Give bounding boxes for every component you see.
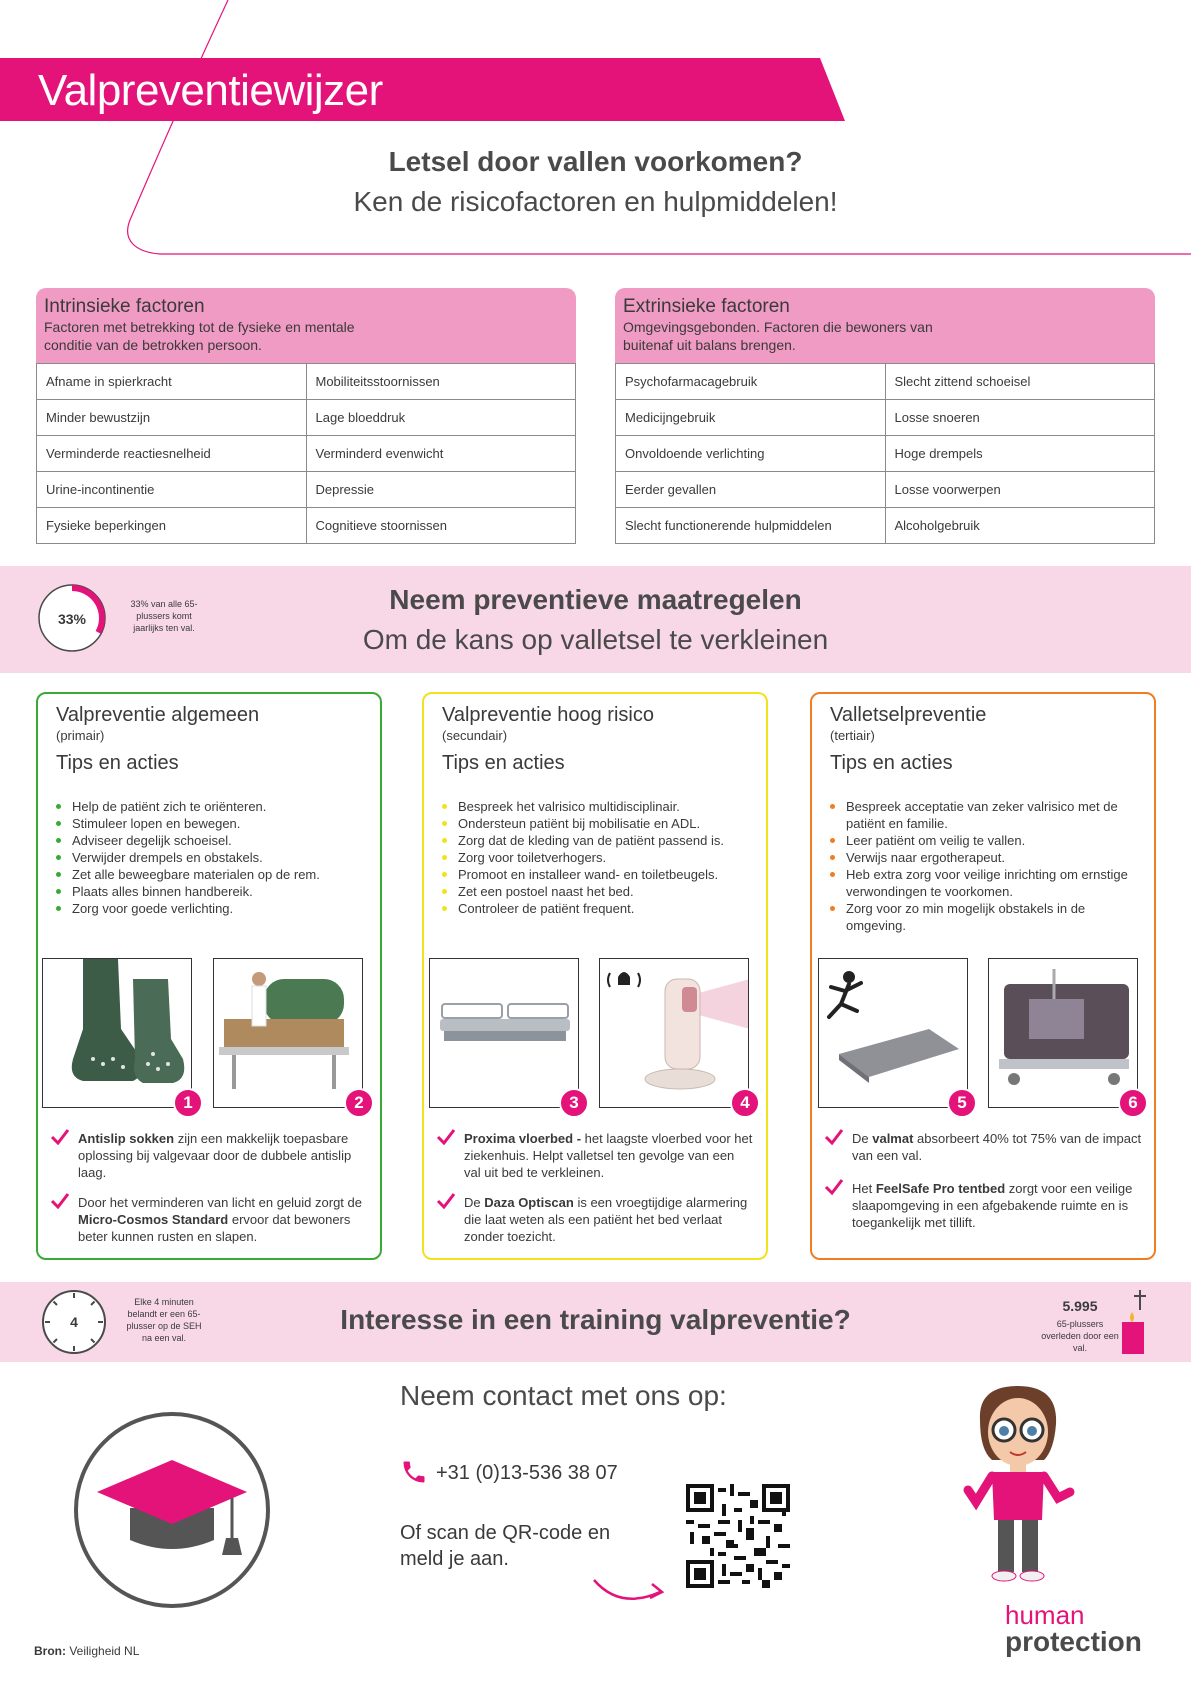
checkmark-icon [50, 1127, 70, 1147]
note-text: De [464, 1195, 485, 1210]
list-item: Bespreek acceptatie van zeker valrisico met de patiënt en familie. [828, 798, 1148, 832]
table-cell: Losse snoeren [885, 400, 1155, 436]
table-cell: Lage bloeddruk [306, 400, 576, 436]
note-text: zijn een makkelijk toepasbare oplossing bij valgevaar door de dubbele antislip laag. [78, 1131, 352, 1180]
intrinsic-header [36, 288, 576, 363]
list-item: Leer patiënt om veilig te vallen. [828, 832, 1148, 849]
list-item: Zet een postoel naast het bed. [440, 883, 760, 900]
percent-stat-text: 33% van alle 65-plussers komt jaarlijks ten val. [130, 599, 198, 633]
anti-slip-socks-image [42, 958, 192, 1108]
phone-icon [400, 1458, 428, 1486]
number-badge: 6 [1118, 1088, 1148, 1118]
list-item: Heb extra zorg voor veilige inrichting om ernstige verwondingen te voorkomen. [828, 866, 1148, 900]
table-cell: Afname in spierkracht [37, 364, 307, 400]
logo-text-human: human [1005, 1600, 1085, 1630]
decorative-line [0, 0, 1191, 270]
note-text: het laagste vloerbed voor het ziekenhuis. Helpt valletsel ten gevolge van een val uit bed te verkleinen. [464, 1131, 753, 1180]
table-cell: Fysieke beperkingen [37, 508, 307, 544]
prevention-subtitle: Om de kans op valletsel te verkleinen [362, 624, 829, 655]
note-text: Het [852, 1181, 876, 1196]
number-badge: 4 [730, 1088, 760, 1118]
table-cell: Minder bewustzijn [37, 400, 307, 436]
column-subtitle: (secundair) [442, 728, 508, 743]
list-item: Verwijs naar ergotherapeut. [828, 849, 1148, 866]
table-row [37, 472, 576, 508]
checkmark-icon [824, 1177, 844, 1197]
tips-title: Tips en acties [830, 752, 953, 774]
checkmark-icon [50, 1191, 70, 1211]
note-text: zorgt voor een veilige slaapomgeving in een afgebakende ruimte en is toegankelijk met tillift. [852, 1181, 1133, 1230]
scan-text: Of scan de QR-code en meld je aan. [400, 1522, 611, 1570]
source-label: Bron: [34, 1644, 66, 1658]
tips-list [440, 798, 760, 917]
list-item: Zorg voor zo min mogelijk obstakels in de omgeving. [828, 900, 1148, 934]
table-row [616, 508, 1155, 544]
source-value: Veiligheid NL [66, 1644, 140, 1658]
product-note [464, 1194, 754, 1245]
product-note [464, 1130, 754, 1181]
intrinsic-description: Factoren met betrekking tot de fysieke en mentale conditie van de betrokken persoon. [44, 319, 355, 353]
list-item: Ondersteun patiënt bij mobilisatie en ADL. [440, 815, 760, 832]
contact-title: Neem contact met ons op: [400, 1380, 727, 1411]
headline: Letsel door vallen voorkomen? [388, 146, 803, 177]
list-item: Bespreek het valrisico multidisciplinair. [440, 798, 760, 815]
table-cell: Depressie [306, 472, 576, 508]
table-cell: Hoge drempels [885, 436, 1155, 472]
tips-title: Tips en acties [56, 752, 179, 774]
tent-bed-image [988, 958, 1138, 1108]
extrinsic-header [615, 288, 1155, 363]
intrinsic-factors-table [36, 288, 576, 544]
mascot-image [958, 1380, 1078, 1590]
product-name: valmat [872, 1131, 914, 1146]
graduation-cap-icon [72, 1410, 272, 1610]
column-title: Valpreventie algemeen [56, 704, 260, 726]
table-row [37, 364, 576, 400]
list-item: Adviseer degelijk schoeisel. [54, 832, 374, 849]
list-item: Zet alle beweegbare materialen op de rem. [54, 866, 374, 883]
source-note [34, 1644, 139, 1658]
list-item: Zorg voor toiletverhogers. [440, 849, 760, 866]
table-row [616, 400, 1155, 436]
table-cell: Cognitieve stoornissen [306, 508, 576, 544]
product-note [78, 1130, 368, 1181]
table-cell: Psychofarmacagebruik [616, 364, 886, 400]
micro-cosmos-bed-image [213, 958, 363, 1108]
checkmark-icon [824, 1127, 844, 1147]
table-cell: Slecht zittend schoeisel [885, 364, 1155, 400]
percent-ring-label: 33% [57, 611, 87, 627]
prevention-title: Neem preventieve maatregelen [389, 584, 802, 615]
note-text: ervoor dat bewoners beter kunnen rusten en slapen. [78, 1212, 351, 1244]
table-cell: Verminderd evenwicht [306, 436, 576, 472]
clock-label: 4 [70, 1314, 78, 1330]
column-high-risk [422, 692, 768, 1260]
page-title: Valpreventiewijzer [38, 66, 383, 115]
product-name: Micro-Cosmos Standard [78, 1212, 229, 1227]
list-item: Controleer de patiënt frequent. [440, 900, 760, 917]
product-note [852, 1180, 1142, 1231]
table-cell: Urine-incontinentie [37, 472, 307, 508]
table-row [37, 508, 576, 544]
table-row [37, 400, 576, 436]
extrinsic-factors-table [615, 288, 1155, 544]
table-row [616, 436, 1155, 472]
phone-number[interactable]: +31 (0)13-536 38 07 [436, 1462, 618, 1484]
deaths-text: 65-plussers overleden door een val. [1041, 1319, 1119, 1353]
note-text: De [852, 1131, 873, 1146]
subheadline: Ken de risicofactoren en hulpmiddelen! [353, 186, 838, 217]
table-row [616, 472, 1155, 508]
note-text: absorbeert 40% tot 75% van de impact van een val. [852, 1131, 1142, 1163]
note-text: Door het verminderen van licht en geluid zorgt de [78, 1195, 362, 1210]
product-name: Daza Optiscan [484, 1195, 574, 1210]
product-name: Antislip sokken [78, 1131, 175, 1146]
column-general [36, 692, 382, 1260]
product-note [78, 1194, 368, 1245]
list-item: Promoot en installeer wand- en toiletbeugels. [440, 866, 760, 883]
extrinsic-title: Extrinsieke factoren [623, 296, 790, 317]
extrinsic-table [615, 363, 1155, 544]
number-badge: 3 [559, 1088, 589, 1118]
table-cell: Onvoldoende verlichting [616, 436, 886, 472]
candle-icon [1118, 1288, 1154, 1356]
table-row [616, 364, 1155, 400]
table-cell: Verminderde reactiesnelheid [37, 436, 307, 472]
table-row [37, 436, 576, 472]
logo-text-protection: protection [1005, 1626, 1142, 1657]
number-badge: 2 [344, 1088, 374, 1118]
tips-list [54, 798, 374, 917]
checkmark-icon [436, 1127, 456, 1147]
table-cell: Slecht functionerende hulpmiddelen [616, 508, 886, 544]
low-bed-image [429, 958, 579, 1108]
tips-list [828, 798, 1148, 934]
intrinsic-title: Intrinsieke factoren [44, 296, 205, 317]
qr-code[interactable] [686, 1484, 790, 1588]
intrinsic-table [36, 363, 576, 544]
number-badge: 1 [173, 1088, 203, 1118]
deaths-number: 5.995 [1062, 1298, 1098, 1314]
column-title: Valpreventie hoog risico [442, 704, 654, 726]
tips-title: Tips en acties [442, 752, 565, 774]
list-item: Verwijder drempels en obstakels. [54, 849, 374, 866]
list-item: Zorg voor goede verlichting. [54, 900, 374, 917]
table-cell: Losse voorwerpen [885, 472, 1155, 508]
note-text: is een vroegtijdige alarmering die laat weten als een patiënt het bed verlaat zonder toezicht. [464, 1195, 748, 1244]
table-cell: Alcoholgebruik [885, 508, 1155, 544]
fall-mat-image [818, 958, 968, 1108]
arrow-icon [590, 1560, 670, 1610]
table-cell: Medicijngebruik [616, 400, 886, 436]
column-title: Valletselpreventie [830, 704, 987, 726]
list-item: Help de patiënt zich te oriënteren. [54, 798, 374, 815]
table-cell: Mobiliteitsstoornissen [306, 364, 576, 400]
checkmark-icon [436, 1191, 456, 1211]
list-item: Plaats alles binnen handbereik. [54, 883, 374, 900]
column-subtitle: (tertiair) [830, 728, 875, 743]
table-cell: Eerder gevallen [616, 472, 886, 508]
column-subtitle: (primair) [56, 728, 105, 743]
column-injury-prevention [810, 692, 1156, 1260]
product-note [852, 1130, 1142, 1164]
optiscan-sensor-image [599, 958, 749, 1108]
training-title: Interesse in een training valpreventie? [340, 1304, 851, 1335]
product-name: FeelSafe Pro tentbed [875, 1181, 1006, 1196]
product-name: Proxima vloerbed - [464, 1131, 582, 1146]
list-item: Zorg dat de kleding van de patiënt passend is. [440, 832, 760, 849]
clock-stat-text: Elke 4 minuten belandt er een 65-plusser op de SEH na een val. [126, 1297, 202, 1343]
number-badge: 5 [947, 1088, 977, 1118]
extrinsic-description: Omgevingsgebonden. Factoren die bewoners van buitenaf uit balans brengen. [623, 319, 933, 353]
list-item: Stimuleer lopen en bewegen. [54, 815, 374, 832]
